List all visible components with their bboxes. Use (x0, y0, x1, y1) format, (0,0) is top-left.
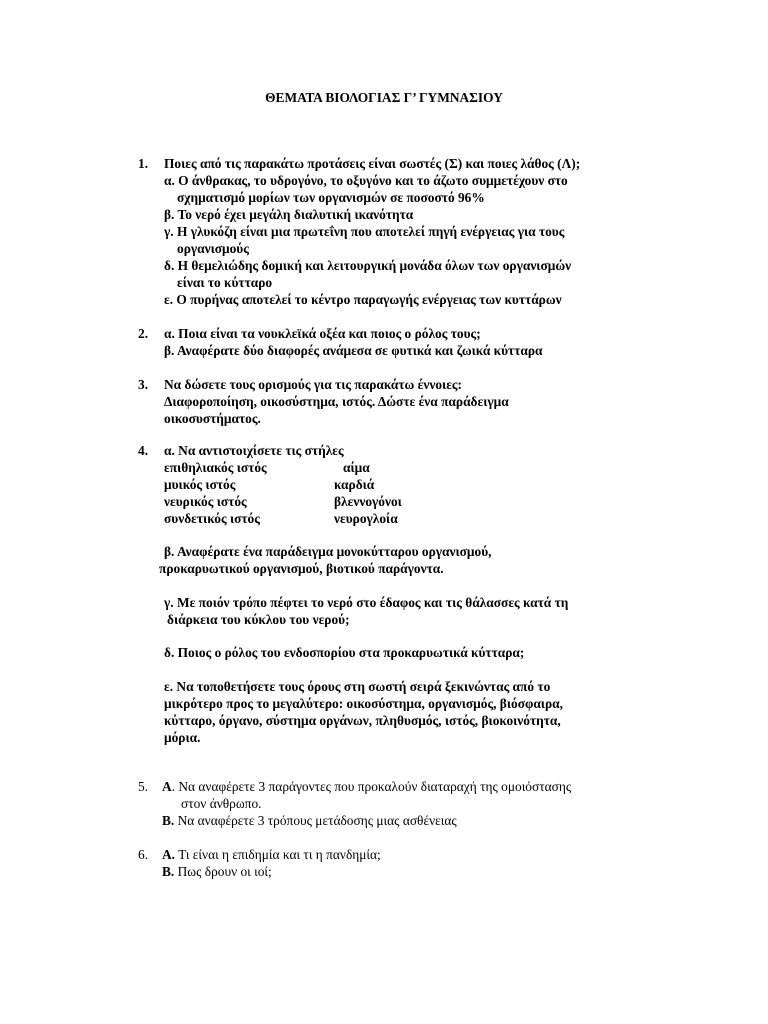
q5-a-line (162, 778, 571, 795)
q4-b-line-1: β. Αναφέρατε ένα παράδειγμα μονοκύτταρου οργανισμού, (164, 544, 492, 559)
q1-item-d: δ. Η θεμελιώδης δομική και λειτουργική μονάδα όλων των οργανισμών (164, 258, 572, 273)
q6-a-line (162, 846, 381, 863)
q4-e-line-4: μόρια. (164, 730, 201, 745)
q3-line-2: Διαφοροποίηση, οικοσύστημα, ιστός. Δώστε ένα παράδειγμα (164, 394, 509, 409)
q4-c-line-1: γ. Με ποιόν τρόπο πέφτει το νερό στο έδαφος και τις θάλασσες κατά τη (164, 595, 569, 610)
q6-b-text: Πως δρουν οι ιοί; (174, 864, 272, 879)
q1-item-c: γ. Η γλυκόζη είναι μια πρωτεΐνη που αποτελεί πηγή ενέργειας για τους (164, 224, 565, 239)
q4-left-item: επιθηλιακός ιστός (164, 460, 267, 475)
q4-b-line-2: προκαρυωτικού οργανισμού, βιοτικού παράγοντα. (159, 561, 444, 576)
q2-line-b: β. Αναφέρατε δύο διαφορές ανάμεσα σε φυτικά και ζωικά κύτταρα (164, 343, 543, 358)
q4-number: 4. (138, 443, 149, 458)
q5-number: 5. (138, 779, 149, 794)
q4-right-item: νευρογλοία (334, 511, 398, 526)
q4-left-item: νευρικός ιστός (164, 494, 247, 509)
q1-item-b: β. Το νερό έχει μεγάλη διαλυτική ικανότητα (164, 207, 414, 222)
q4-e-line-2: μικρότερο προς το μεγαλύτερο: οικοσύστημα, οργανισμός, βιόσφαιρα, (164, 696, 563, 711)
q1-number: 1. (138, 156, 149, 171)
q6-a-label: Α. (162, 847, 176, 862)
q5-b-text: Να αναφέρετε 3 τρόπους μετάδοσης μιας ασθένειας (174, 813, 457, 828)
q6-b-label: Β. (162, 864, 175, 879)
q1-item-e: ε. Ο πυρήνας αποτελεί το κέντρο παραγωγής ενέργειας των κυττάρων (164, 292, 562, 307)
q4-e-line-1: ε. Να τοποθετήσετε τους όρους στη σωστή σειρά ξεκινώντας από το (164, 679, 551, 694)
q3-number: 3. (138, 377, 149, 392)
q3-line-1: Να δώσετε τους ορισμούς για τις παρακάτω έννοιες: (164, 377, 463, 392)
q3-line-3: οικοσυστήματος. (164, 411, 261, 426)
q6-number: 6. (138, 847, 149, 862)
q4-right-item: καρδιά (334, 477, 375, 492)
q1-item-c-cont: οργανισμούς (177, 241, 249, 256)
q4-a-heading: α. Να αντιστοιχίσετε τις στήλες (164, 443, 344, 458)
q1-prompt: Ποιες από τις παρακάτω προτάσεις είναι σωστές (Σ) και ποιες λάθος (Λ); (164, 156, 581, 171)
q5-b-label: Β. (162, 813, 175, 828)
q5-b-line (162, 812, 457, 829)
q5-a-text: . Να αναφέρετε 3 παράγοντες που προκαλούν διαταραχή της ομοιόστασης (171, 779, 572, 794)
page-title: ΘΕΜΑΤΑ ΒΙΟΛΟΓΙΑΣ Γ’ ΓΥΜΝΑΣΙΟΥ (265, 90, 503, 105)
q1-item-a-cont: σχηματισμό μορίων των οργανισμών σε ποσοστό 96% (177, 190, 485, 205)
q5-a-cont: στον άνθρωπο. (181, 796, 262, 811)
q6-b-line (162, 863, 272, 880)
q4-right-item: βλεννογόνοι (334, 494, 402, 509)
q2-line-a: α. Ποια είναι τα νουκλεϊκά οξέα και ποιος ο ρόλος τους; (164, 326, 481, 341)
q2-number: 2. (138, 326, 149, 341)
q4-d-line: δ. Ποιος ο ρόλος του ενδοσπορίου στα προκαρυωτικά κύτταρα; (164, 645, 525, 660)
q4-left-item: συνδετικός ιστός (164, 511, 260, 526)
q4-right-item: αίμα (343, 460, 370, 475)
q5-a-label: Α (162, 779, 172, 794)
q1-item-a: α. Ο άνθρακας, το υδρογόνο, το οξυγόνο και το άζωτο συμμετέχουν στο (164, 173, 568, 188)
q1-item-d-cont: είναι το κύτταρο (177, 275, 273, 290)
q4-left-item: μυικός ιστός (164, 477, 236, 492)
q4-e-line-3: κύτταρο, όργανο, σύστημα οργάνων, πληθυσμός, ιστός, βιοκοινότητα, (164, 713, 561, 728)
q4-c-line-2: διάρκεια του κύκλου του νερού; (167, 612, 350, 627)
q6-a-text: Τι είναι η επιδημία και τι η πανδημία; (175, 847, 381, 862)
